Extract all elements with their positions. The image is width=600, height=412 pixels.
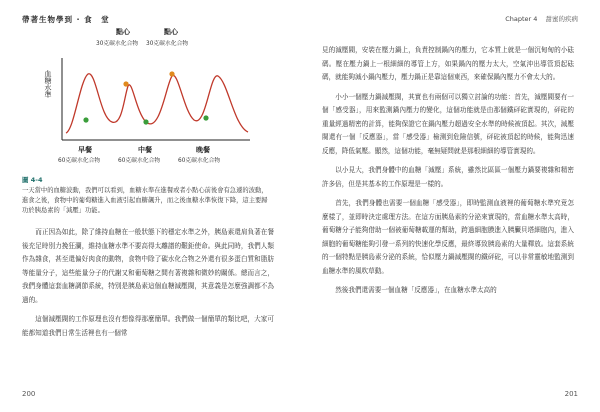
paragraph: 這個減壓閥的工作原理也沒有想像得那麼簡單。我們做一個簡單的類比吧，大家可能都知道我們日常生活裡也有一個常 — [22, 315, 274, 337]
snack2-dot — [169, 71, 174, 76]
snack2-label: 點心 — [164, 28, 178, 36]
lunch-carbs: 60克碳水化合物 — [118, 158, 161, 164]
paragraph: 見的減壓閥，安裝在壓力鍋上，負責控制鍋內的壓力，它本質上就是一個沉甸甸的小砝碼。壓在壓力鍋上一根細細的導管上方，如果鍋內的壓力太大，空氣沖出導管頂起砝碼，就能夠減小鍋內壓力，壓力鍋正是靠這個東西，來確保鍋內壓力不會太大的。 — [322, 46, 574, 81]
page-number-right: 201 — [564, 390, 578, 398]
lunch-dot — [143, 119, 148, 124]
paragraph: 然後我們還需要一個血糖「反應器」，在血糖水準太高的 — [335, 286, 497, 294]
dinner-dot — [203, 115, 208, 120]
breakfast-carbs: 60克碳水化合物 — [58, 158, 101, 164]
running-title: 帶著生物學到 · 食 堂 — [22, 15, 110, 24]
paragraph: 以小見大，我們身體中的血糖「減壓」系統，雖然比區區一個壓力鍋要複雜和精密許多倍，但是其基本的工作原理是一樣的。 — [322, 166, 574, 188]
snack1-label: 點心 — [116, 28, 130, 36]
blood-sugar-curve — [66, 74, 248, 133]
dinner-carbs: 60克碳水化合物 — [178, 158, 221, 164]
paragraph: 而正因為如此，除了維持血糖在一般狀態下的穩定水準之外，胰島素還肩負著在餐後充足時別力挽狂瀾，維持血糖水準不要高得太離譜的艱鉅使命。與此同時，我們人類作為雜食，甚至還偏好肉食的動物，食物中除了碳水化合物之外還有很多蛋白質和脂肪等能量分子，這些能量分子的代謝又和葡萄糖之間有著複雜和微妙的關係。總而言之，我們身體這套血糖調節系統，特別是胰島素這個血糖減壓閥，其意義是怎麼強調都不為過的。 — [22, 228, 274, 304]
breakfast-label: 早餐 — [78, 146, 92, 154]
snack1-dot — [123, 81, 128, 86]
paragraph: 首先，我們身體也需要一個血糖「感受器」，即時監測血液裡的葡萄糖水準究竟怎麼樣了，並即時決定處理方法。在這方面胰島素的分泌來實現的，當血糖水準太高時，葡萄糖分子能夠借助一個被葡萄糖載運的幫助，跨過細胞膜進入胰臟貝塔細胞內，進入細胞的葡萄糖能夠引發一系列的快速化學反應，最終導致胰島素的大量釋放。這套系統的一個特點是胰島素分泌的系統，恰似壓力鍋減壓閥的鐵砰砣，可以非常靈敏地監測到血糖水準的風吹草動。 — [322, 199, 574, 275]
snack2-carbs: 30克碳水化合物 — [146, 41, 189, 47]
chapter-title: 甜蜜的疾病 — [545, 15, 578, 23]
right-page — [300, 0, 600, 412]
left-body-text — [22, 226, 274, 346]
blood-sugar-chart — [0, 0, 300, 170]
lunch-label: 中餐 — [138, 146, 152, 154]
breakfast-dot — [83, 117, 88, 122]
y-axis-label: 血糖水準 — [44, 70, 52, 98]
paragraph: 小小一個壓力鍋減壓閥，其實也有兩個可以獨立討論的功能：首先，減壓閥要有一個「感受器」，用來監測鍋內壓力的變化，這個功能就是由那個鐵砰砣實現的，砰砣的重量經過精密的計算，能夠保證它在鍋內壓力超過安全水準的時候被頂起。其次，減壓閥還有一個「反應器」，當「感受器」檢測到危險信號，砰砣被頂起的時候，能夠迅速反應，降低氣壓。顯然，這個功能，毫無疑問就是那根細細的導管實現的。 — [322, 92, 574, 155]
chapter-header — [505, 14, 578, 23]
figure-label: 圖 4-4 — [22, 176, 43, 184]
figure-caption: 一天當中的血糖波動，我們可以看到，血糖水準在進餐或者小點心前後會有急遽的波動，進食之後，食物中的葡萄糖進入血液引起血糖飆升，而之後血糖水準恢復下降，這主要歸功於胰島素的「減壓」功能。 — [22, 187, 268, 214]
page-number-left: 200 — [22, 390, 36, 398]
snack1-carbs: 30克碳水化合物 — [96, 41, 139, 47]
dinner-label: 晚餐 — [196, 146, 210, 154]
right-body-text — [322, 44, 574, 304]
chapter-number: Chapter 4 — [505, 15, 538, 23]
